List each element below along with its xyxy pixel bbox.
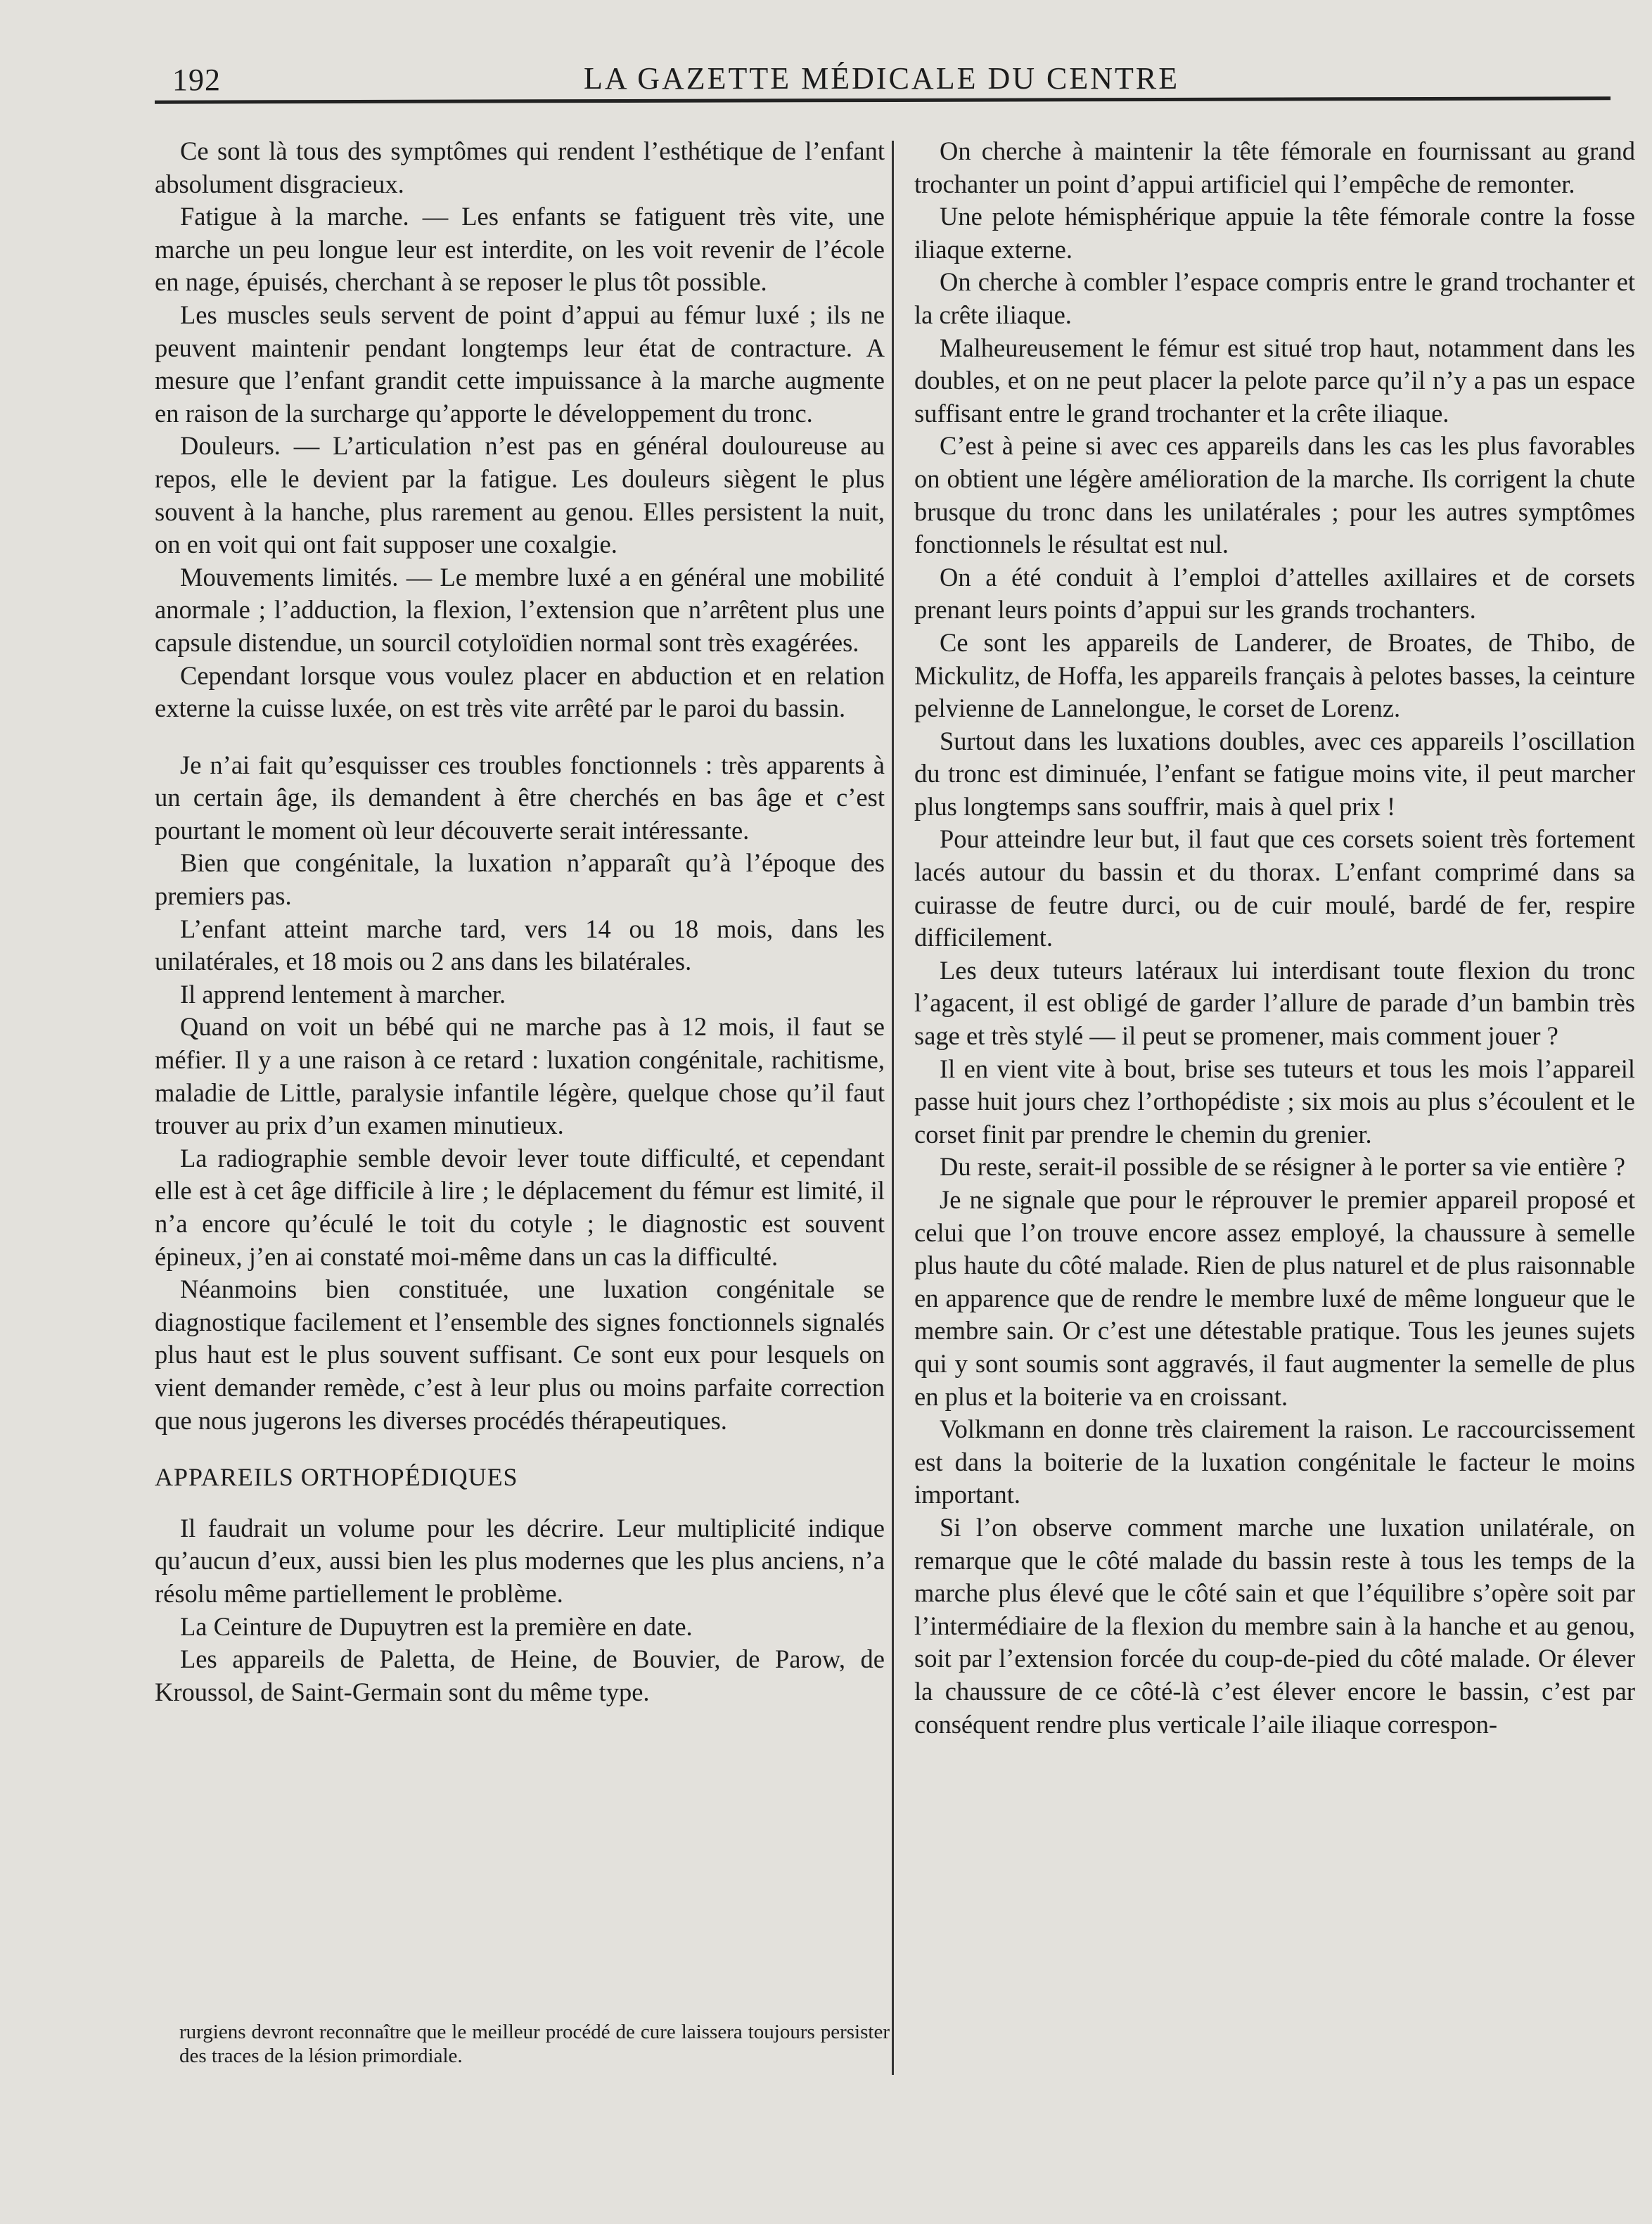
paragraph: On cherche à maintenir la tête fémorale en fournissant au grand trochanter un point d’appui artificiel qui l’empêche de remonter. [914, 136, 1635, 198]
paragraph: Il en vient vite à bout, brise ses tuteurs et tous les mois l’appareil passe huit jours chez l’orthopédiste ; six mois au plus s’écoulent et le corset finit par prendre le chemin du grenier. [914, 1054, 1635, 1149]
paragraph: On cherche à combler l’espace compris entre le grand trochanter et la crête iliaque. [914, 267, 1635, 329]
paragraph: Une pelote hémisphérique appuie la tête fémorale contre la fosse iliaque externe. [914, 202, 1635, 264]
paragraph: L’enfant atteint marche tard, vers 14 ou 18 mois, dans les unilatérales, et 18 mois ou 2 ans dans les bilatérales. [155, 914, 885, 976]
paragraph: On a été conduit à l’emploi d’attelles axillaires et de corsets prenant leurs points d’appui sur les grands trochanters. [914, 562, 1635, 625]
footnote-text: rurgiens devront reconnaître que le meilleur procédé de cure laissera toujours persister des traces de la lésion primordiale. [179, 2021, 890, 2067]
paragraph: Volkmann en donne très clairement la raison. Le raccourcissement est dans la boiterie de la luxation congénitale le facteur le moins important. [914, 1414, 1635, 1509]
paragraph: Les appareils de Paletta, de Heine, de Bouvier, de Parow, de Kroussol, de Saint-Germain sont du même type. [155, 1644, 885, 1706]
paragraph: Les deux tuteurs latéraux lui interdisant toute flexion du tronc l’agacent, il est obligé de garder l’allure de parade d’un bambin très sage et très stylé — il peut se promener, mais comment jouer ? [914, 955, 1635, 1051]
paragraph: La Ceinture de Dupuytren est la première en date. [180, 1611, 693, 1641]
footnote [179, 2020, 890, 2068]
paragraph: Il faudrait un volume pour les décrire. Leur multiplicité indique qu’aucun d’eux, aussi bien les plus modernes que les plus anciens, n’a résolu même partiellement le problème. [155, 1513, 885, 1608]
right-column [914, 135, 1635, 1741]
journal-title: LA GAZETTE MÉDICALE DU CENTRE [584, 61, 1180, 96]
header-rule [155, 96, 1611, 103]
paragraph: Je n’ai fait qu’esquisser ces troubles fonctionnels : très apparents à un certain âge, ils demandent à être cherchés en bas âge et c’est pourtant le moment où leur découverte serait intéressante. [155, 750, 885, 845]
running-head [158, 55, 1607, 97]
paragraph: Pour atteindre leur but, il faut que ces corsets soient très fortement lacés autour du bassin et du thorax. L’enfant comprimé dans sa cuirasse de feutre durci, ou de cuir moulé, bardé de fer, respire difficilement. [914, 824, 1635, 952]
page-number: 192 [172, 63, 221, 97]
paragraph: Les muscles seuls servent de point d’appui au fémur luxé ; ils ne peuvent maintenir pendant longtemps leur état de contracture. A mesure que l’enfant grandit cette impuissance à la marche augmente en raison de la surcharge qu’apporte le développement du tronc. [155, 300, 885, 428]
paragraph: Du reste, serait-il possible de se résigner à le porter sa vie entière ? [940, 1152, 1625, 1182]
section-title: APPAREILS ORTHOPÉDIQUES [155, 1463, 518, 1492]
paragraph: Surtout dans les luxations doubles, avec ces appareils l’oscillation du tronc est diminuée, l’enfant se fatigue moins vite, il peut marcher plus longtemps sans souffrir, mais à quel prix ! [914, 726, 1635, 821]
paragraph-douleurs: Douleurs. — L’articulation n’est pas en général douloureuse au repos, elle le devient par la fatigue. Les douleurs siègent le plus souvent à la hanche, plus rarement au genou. Elles persistent la nuit, on en voit qui ont fait supposer une coxalgie. [155, 431, 885, 559]
paragraph: C’est à peine si avec ces appareils dans les cas les plus favorables on obtient une légère amélioration de la marche. Ils corrigent la chute brusque du tronc dans les unilatérales ; pour les autres symptômes fonctionnels le résultat est nul. [914, 431, 1635, 559]
paragraph-fatigue: Fatigue à la marche. — Les enfants se fatiguent très vite, une marche un peu longue leur est interdite, on les voit revenir de l’école en nage, épuisés, cherchant à se reposer le plus tôt possible. [155, 202, 885, 297]
paragraph: Ce sont les appareils de Landerer, de Broates, de Thibo, de Mickulitz, de Hoffa, les appareils français à pelotes basses, la ceinture pelvienne de Lannelongue, le corset de Lorenz. [914, 627, 1635, 723]
paragraph: Néanmoins bien constituée, une luxation congénitale se diagnostique facilement et l’ensemble des signes fonctionnels signalés plus haut est le plus souvent suffisant. Ce sont eux pour lesquels on vient demander remède, c’est à leur plus ou moins parfaite correction que nous jugerons les diverses procédés thérapeutiques. [155, 1274, 885, 1435]
paragraph: Malheureusement le fémur est situé trop haut, notamment dans les doubles, et on ne peut placer la pelote parce qu’il n’y a pas un espace suffisant entre le grand trochanter et la crête iliaque. [914, 333, 1635, 428]
paragraph: Quand on voit un bébé qui ne marche pas à 12 mois, il faut se méfier. Il y a une raison à ce retard : luxation congénitale, rachitisme, maladie de Little, paralysie infantile légère, quelque chose qu’il faut trouver au prix d’un examen minutieux. [155, 1012, 885, 1140]
paragraph: Je ne signale que pour le réprouver le premier appareil proposé et celui que l’on trouve encore assez employé, la chaussure à semelle plus haute du côté malade. Rien de plus naturel et de plus raisonnable en apparence que de rendre le membre luxé de même longueur que le membre sain. Or c’est une détestable pratique. Tous les jeunes sujets qui y sont soumis sont aggravés, il faut augmenter la semelle de plus en plus et la boiterie va en croissant. [914, 1185, 1635, 1411]
column-divider [892, 141, 894, 2075]
paragraph: Ce sont là tous des symptômes qui rendent l’esthétique de l’enfant absolument disgracieux. [155, 136, 885, 198]
paragraph-mouvements: Mouvements limités. — Le membre luxé a en général une mobilité anormale ; l’adduction, la flexion, l’extension que n’arrêtent plus une capsule distendue, un sourcil cotyloïdien normal sont très exagérées. [155, 562, 885, 657]
paragraph: Il apprend lentement à marcher. [180, 979, 506, 1009]
paragraph: La radiographie semble devoir lever toute difficulté, et cependant elle est à cet âge difficile à lire ; le déplacement du fémur est limité, il n’a encore qu’éculé le toit du cotyle ; le diagnostic est souvent épineux, j’en ai constaté moi-même dans un cas la difficulté. [155, 1143, 885, 1271]
paragraph: Si l’on observe comment marche une luxation unilatérale, on remarque que le côté malade du bassin reste à tous les temps de la marche plus élevé que le côté sain et que l’équilibre s’opère soit par l’intermédiaire de la flexion du membre sain à la hanche et au genou, soit par l’extension forcée du coup-de-pied du côté malade. Or élever la chaussure de ce côté-là c’est élever encore le bassin, c’est par conséquent rendre plus verticale l’aile iliaque correspon- [914, 1512, 1635, 1739]
paragraph: Cependant lorsque vous voulez placer en abduction et en relation externe la cuisse luxée, on est très vite arrêté par le paroi du bassin. [155, 660, 885, 723]
paragraph: Bien que congénitale, la luxation n’apparaît qu’à l’époque des premiers pas. [155, 848, 885, 911]
left-column [155, 135, 885, 1708]
